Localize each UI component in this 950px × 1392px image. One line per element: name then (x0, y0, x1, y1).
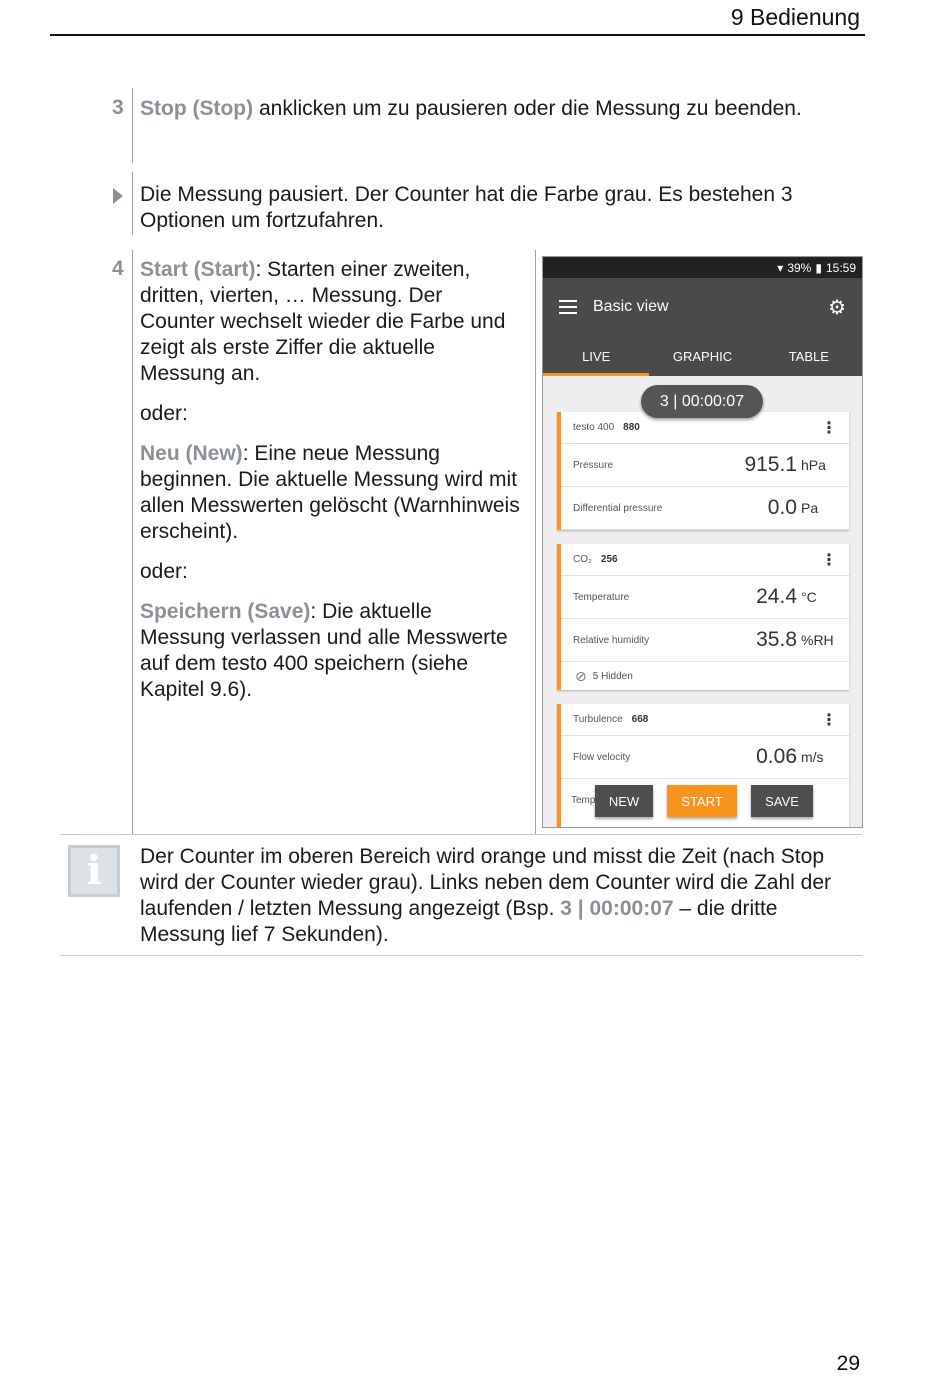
view-tabs (543, 336, 862, 376)
start-button[interactable]: START (667, 785, 737, 817)
info-counter-example: 3 | 00:00:07 (560, 897, 674, 920)
stop-action: Stop (Stop) (140, 97, 254, 120)
result-arrow-icon (113, 188, 123, 204)
reading-label: Temperature (573, 591, 630, 603)
battery-percent: 39% (787, 260, 812, 275)
tab-graphic[interactable]: GRAPHIC (672, 348, 733, 364)
new-description: : Eine neue Messung beginnen. Die aktuelle Messung wird mit allen Messwerten gelöscht (Warnhinweis erscheint). (140, 442, 520, 543)
tab-live[interactable]: LIVE (543, 336, 649, 376)
hidden-readings-row[interactable] (561, 662, 849, 690)
probe-name: CO₂ (573, 554, 592, 565)
more-options-icon[interactable]: ⋮ (821, 551, 837, 569)
info-rule-bottom (60, 955, 862, 956)
card-header (561, 704, 849, 736)
partial-reading-label: Temp (571, 795, 596, 806)
reading-value: 35.8 (756, 628, 797, 651)
save-description: : Die aktuelle Messung verlassen und alle Messwerte auf dem testo 400 speichern (siehe Kapitel 9.6). (140, 600, 508, 701)
hidden-count: 5 Hidden (592, 670, 633, 682)
or-label-2: oder: (140, 560, 188, 583)
new-button[interactable]: NEW (595, 785, 653, 817)
reading-row (561, 444, 849, 487)
reading-label: Differential pressure (573, 502, 663, 514)
app-title: Basic view (593, 298, 669, 315)
reading-label: Pressure (573, 459, 614, 471)
step-3-text (140, 96, 820, 122)
reading-row (561, 736, 849, 779)
page-number: 29 (836, 1352, 860, 1375)
tab-table[interactable]: TABLE (788, 348, 829, 364)
probe-id: 668 (631, 714, 649, 725)
app-bar (543, 278, 862, 336)
measurement-counter: 3 | 00:00:07 (641, 385, 763, 418)
step-3-line (132, 88, 133, 163)
step-4-text (140, 257, 520, 717)
info-text (140, 844, 865, 948)
settings-gear-icon[interactable]: ⚙ (828, 296, 846, 319)
reading-value: 0.06 (756, 745, 797, 768)
step-4-line-right (535, 250, 536, 834)
reading-row (561, 487, 849, 530)
step-4-number: 4 (112, 257, 124, 280)
step-4-line (132, 250, 133, 834)
probe-card-co2 (557, 544, 849, 690)
start-description: : Starten einer zweiten, dritten, vierten, … Messung. Der Counter wechselt wieder die Farbe und zeigt als erste Ziffer die aktuelle Messung an. (140, 258, 506, 385)
reading-label: Flow velocity (573, 751, 631, 763)
info-text-start: Der Counter im oberen Bereich wird orange und misst die Zeit (nach Stop wird der Counter wieder grau). Links neben dem Counter wird die Zahl der laufenden / letzten Messung angezeigt (Bsp. (140, 845, 832, 920)
probe-id: 256 (600, 554, 618, 565)
header-rule (50, 34, 865, 36)
status-bar (543, 257, 862, 278)
card-header (561, 544, 849, 576)
reading-unit: Pa (801, 500, 819, 516)
reading-value: 915.1 (744, 453, 797, 476)
reading-unit: °C (801, 589, 817, 605)
wifi-icon: ▾ (777, 260, 784, 275)
reading-row (561, 619, 849, 662)
reading-value: 0.0 (767, 496, 797, 519)
save-option (140, 599, 520, 703)
battery-icon: ▮ (815, 260, 822, 275)
probe-name: Turbulence (573, 714, 623, 725)
save-button[interactable]: SAVE (751, 785, 813, 817)
eye-hidden-icon: ⊘ (575, 667, 587, 684)
save-action: Speichern (Save) (140, 600, 311, 623)
probe-id: 880 (623, 422, 640, 433)
info-text-end: – die dritte Messung lief 7 Sekunden). (140, 897, 778, 946)
step-3-description: anklicken um zu pausieren oder die Messung zu beenden. (253, 97, 802, 120)
hamburger-menu-icon[interactable] (559, 300, 577, 314)
info-rule-top (60, 834, 862, 835)
status-time: 15:59 (825, 260, 856, 275)
reading-unit: hPa (801, 457, 826, 473)
step-3-number: 3 (112, 96, 124, 119)
more-options-icon[interactable]: ⋮ (821, 711, 837, 729)
device-screenshot (542, 256, 863, 828)
reading-label: Relative humidity (573, 634, 650, 646)
result-line (132, 172, 133, 235)
reading-row (561, 576, 849, 619)
info-icon: i (68, 845, 120, 897)
or-label-1: oder: (140, 402, 188, 425)
reading-value: 24.4 (756, 585, 797, 608)
more-options-icon[interactable]: ⋮ (821, 419, 837, 437)
probe-name: testo 400 (573, 422, 615, 433)
new-action: Neu (New) (140, 442, 243, 465)
start-option (140, 257, 520, 387)
new-option (140, 441, 520, 545)
reading-unit: %RH (801, 632, 834, 648)
probe-card-testo-400 (557, 412, 849, 530)
reading-unit: m/s (801, 749, 824, 765)
header-title: 9 Bedienung (730, 4, 860, 30)
result-text: Die Messung pausiert. Der Counter hat die Farbe grau. Es bestehen 3 Optionen um fortzufahren. (140, 183, 793, 232)
start-action: Start (Start) (140, 258, 256, 281)
